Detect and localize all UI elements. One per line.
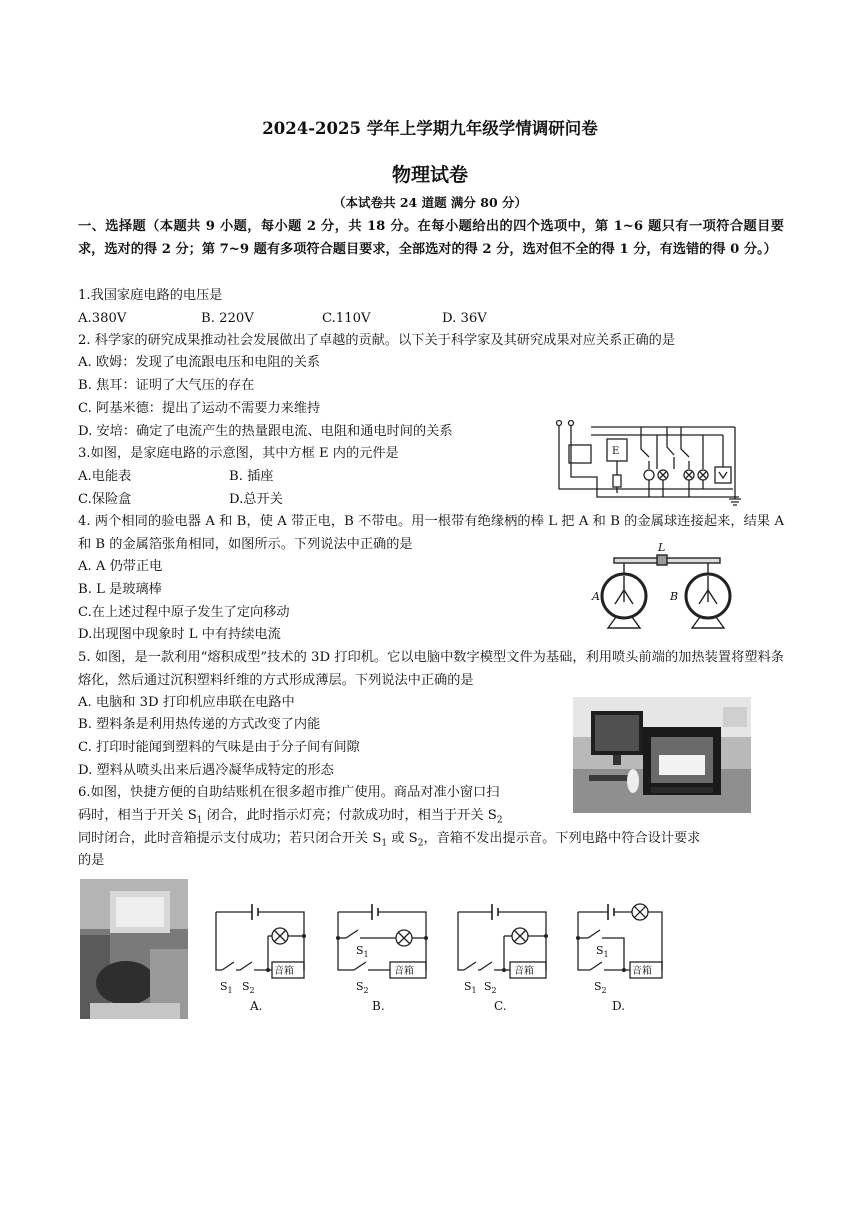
exam-note: （本试卷共 24 道题 满分 80 分） bbox=[332, 195, 528, 210]
rod-label-l: L bbox=[658, 541, 666, 554]
speaker-label-c: 音箱 bbox=[514, 966, 534, 977]
speaker-label-a: 音箱 bbox=[274, 966, 294, 977]
electroscope-label-a: A bbox=[592, 590, 600, 603]
electroscope-diagram bbox=[590, 540, 745, 635]
q4-stem: 4. 两个相同的验电器 A 和 B，使 A 带正电，B 不带电。用一根带有绝缘柄的棒 L 把 A 和 B 的金属球连接起来，结果 A 和 B 的金属箔张角相同，如图所示。下列说法中正确的是 bbox=[78, 514, 784, 552]
q1-option-d: D. 36V bbox=[442, 311, 487, 326]
exam-subject: 物理试卷 bbox=[391, 164, 468, 186]
q1-option-a: A.380V bbox=[78, 311, 127, 326]
circuit-option-a bbox=[212, 898, 316, 1016]
q6-line2: 码时，相当于开关 $S_1$ 闭合，此时指示灯亮；付款成功时，相当于开关 $S_2$ bbox=[78, 808, 503, 826]
q6-line1: 6.如图，快捷方便的自助结账机在很多超市推广使用。商品对准小窗口扫 bbox=[78, 785, 500, 800]
3d-printer-photo bbox=[573, 697, 751, 813]
q5-option-a: A. 电脑和 3D 打印机应串联在电路中 bbox=[78, 695, 295, 710]
q4-option-b: B. L 是玻璃棒 bbox=[78, 582, 162, 597]
q5-option-b: B. 塑料条是利用热传递的方式改变了内能 bbox=[78, 717, 321, 732]
q3-option-d: D.总开关 bbox=[229, 492, 283, 507]
circuit-option-d bbox=[574, 898, 678, 1016]
q2-stem: 2. 科学家的研究成果推动社会发展做出了卓越的贡献。以下关于科学家及其研究成果对应关系正确的是 bbox=[78, 333, 676, 348]
speaker-label-d: 音箱 bbox=[632, 966, 652, 977]
q5-option-c: C. 打印时能闻到塑料的气味是由于分子间有间隙 bbox=[78, 740, 360, 755]
q5-option-d: D. 塑料从喷头出来后遇冷凝华成特定的形态 bbox=[78, 763, 334, 778]
switch-s1-label-b: $S_1$ bbox=[356, 944, 369, 959]
q3-option-b: B. 插座 bbox=[229, 469, 274, 484]
option-d-caption: D. bbox=[612, 999, 626, 1013]
switch-s1-label-d: $S_1$ bbox=[596, 944, 609, 959]
q5-stem: 5. 如图，是一款利用“熔积成型”技术的 3D 打印机。它以电脑中数字模型文件为基础，利用喷头前端的加热装置将塑料条熔化，然后通过沉积塑料纤维的方式形成薄层。下列说法中正确的是 bbox=[78, 650, 784, 688]
q2-option-c: C. 阿基米德：提出了运动不需要力来维持 bbox=[78, 401, 321, 416]
q6-line4: 的是 bbox=[78, 853, 105, 868]
q1-option-c: C.110V bbox=[322, 311, 371, 326]
option-c-caption: C. bbox=[494, 999, 507, 1013]
exam-title: 2024-2025 学年上学期九年级学情调研问卷 bbox=[262, 119, 598, 138]
q4-option-a: A. A 仍带正电 bbox=[78, 559, 163, 574]
q1-option-b: B. 220V bbox=[201, 311, 254, 326]
switch-s1-label-c: $S_1$ bbox=[464, 980, 477, 995]
q4-option-c: C.在上述过程中原子发生了定向移动 bbox=[78, 605, 290, 620]
self-checkout-photo bbox=[80, 879, 188, 1019]
switch-s1-label-a: $S_1$ bbox=[220, 980, 233, 995]
switch-s2-label-c: $S_2$ bbox=[484, 980, 497, 995]
q1-stem: 1.我国家庭电路的电压是 bbox=[78, 288, 223, 303]
electroscope-label-b: B bbox=[670, 590, 679, 603]
switch-s2-label-a: $S_2$ bbox=[242, 980, 255, 995]
speaker-label-b: 音箱 bbox=[394, 966, 414, 977]
option-a-caption: A. bbox=[250, 999, 263, 1013]
q2-option-b: B. 焦耳：证明了大气压的存在 bbox=[78, 378, 255, 393]
option-b-caption: B. bbox=[372, 999, 385, 1013]
q4-option-d: D.出现图中现象时 L 中有持续电流 bbox=[78, 627, 281, 642]
q3-stem: 3.如图，是家庭电路的示意图，其中方框 E 内的元件是 bbox=[78, 446, 399, 461]
q2-option-a: A. 欧姆：发现了电流跟电压和电阻的关系 bbox=[78, 355, 321, 370]
circuit-option-b bbox=[334, 898, 438, 1016]
q3-option-a: A.电能表 bbox=[78, 469, 132, 484]
q2-option-d: D. 安培：确定了电流产生的热量跟电流、电阻和通电时间的关系 bbox=[78, 424, 453, 439]
section-heading: 一、选择题（本题共 9 小题，每小题 2 分，共 18 分。在每小题给出的四个选项中，第 1~6 题只有一项符合题目要求，选对的得 2 分；第 7~9 题有多项符合题目要求，全部选对的得 2 分，选对但不全的得 1 分，有选错的得 0 分。） bbox=[78, 219, 784, 257]
q3-option-c: C.保险盒 bbox=[78, 492, 132, 507]
household-circuit-diagram bbox=[553, 417, 743, 507]
box-e-label: E bbox=[612, 446, 620, 457]
switch-s2-label-d: $S_2$ bbox=[594, 980, 607, 995]
q6-line3: 同时闭合，此时音箱提示支付成功；若只闭合开关 $S_1$ 或 $S_2$，音箱不发出提示音。下列电路中符合设计要求 bbox=[78, 831, 701, 849]
switch-s2-label-b: $S_2$ bbox=[356, 980, 369, 995]
